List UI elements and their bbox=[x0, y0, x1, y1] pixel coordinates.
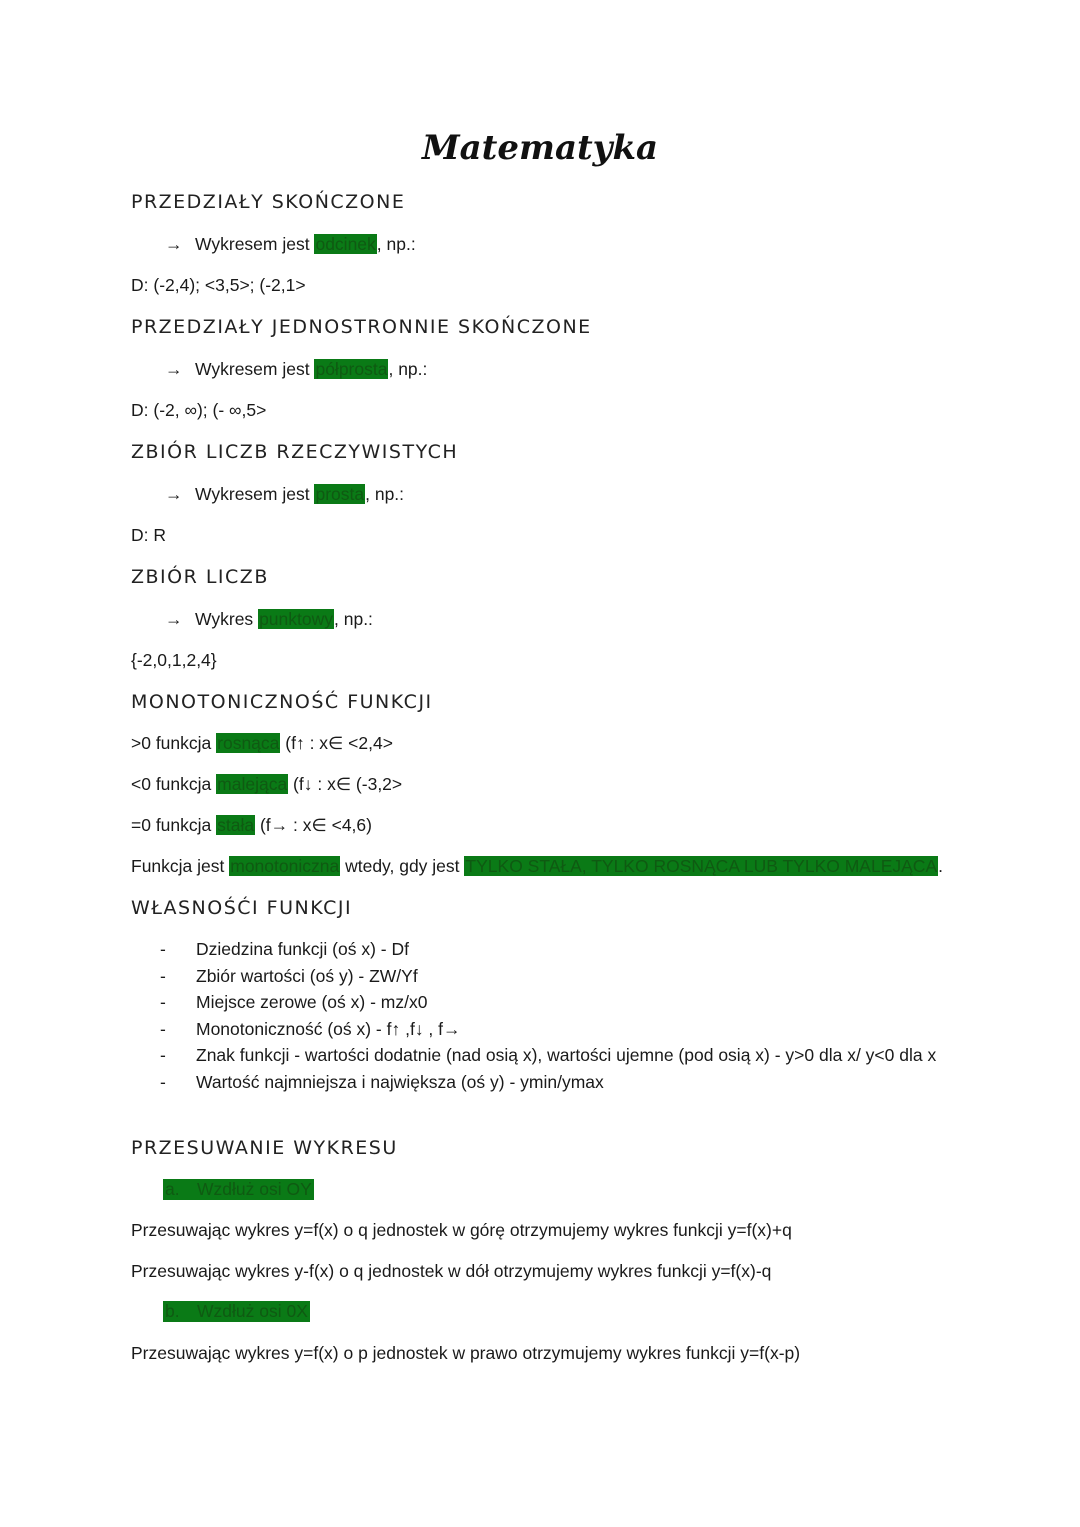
line-prefix: Wykres bbox=[195, 609, 254, 629]
highlight-monotoniczna: monotoniczna bbox=[230, 856, 340, 876]
list-item-text: Dziedzina funkcji (oś x) - Df bbox=[196, 939, 409, 959]
subheading-oy bbox=[163, 1179, 314, 1200]
heading-wlasnosci-funkcji: WŁASNOŚĆI FUNKCJI bbox=[131, 897, 353, 919]
list-item-text: Monotoniczność (oś x) - f↑ ,f↓ , f→ bbox=[196, 1018, 461, 1039]
list-item-text: Miejsce zerowe (oś x) - mz/x0 bbox=[196, 992, 428, 1012]
shift-right-line: Przesuwając wykres y=f(x) o p jednostek w prawo otrzymujemy wykres funkcji y=f(x-p) bbox=[131, 1343, 801, 1363]
subheading-label: Wzdłuż osi 0X bbox=[197, 1301, 308, 1321]
example-set: {-2,0,1,2,4} bbox=[131, 650, 217, 670]
graph-line-prosta bbox=[165, 484, 404, 505]
monotonic-row-malejaca bbox=[131, 774, 402, 795]
highlight-odcinek: odcinek bbox=[315, 234, 376, 254]
arrow-right-icon: → bbox=[165, 234, 183, 254]
line-suffix: , np.: bbox=[334, 609, 373, 629]
page-title: Matematyka bbox=[421, 128, 659, 168]
example-domain-3: D: R bbox=[131, 525, 166, 545]
example-domain-2: D: (-2, ∞); (- ∞,5> bbox=[131, 400, 267, 420]
shift-up-line: Przesuwając wykres y=f(x) o q jednostek w górę otrzymujemy wykres funkcji y=f(x)+q bbox=[131, 1220, 792, 1240]
def-middle: wtedy, gdy jest bbox=[340, 856, 460, 876]
line-prefix: Wykresem jest bbox=[195, 484, 310, 504]
list-item: - Wartość najmniejsza i największa (oś y) - ymin/ymax bbox=[160, 1069, 940, 1096]
arrow-right-icon: → bbox=[165, 359, 183, 379]
row-prefix: =0 funkcja bbox=[131, 815, 212, 835]
line-prefix: Wykresem jest bbox=[195, 234, 310, 254]
row-suffix: (f→ : x∈ <4,6) bbox=[255, 815, 372, 835]
arrow-right-icon: → bbox=[165, 484, 183, 504]
highlight-malejaca: malejąca bbox=[217, 774, 288, 794]
list-item: - Dziedzina funkcji (oś x) - Df bbox=[160, 936, 940, 963]
heading-zbior-liczb: ZBIÓR LICZB bbox=[131, 566, 269, 588]
heading-zbior-liczb-rzeczywistych: ZBIÓR LICZB RZECZYWISTYCH bbox=[131, 441, 459, 463]
highlight-polprosta: półprosta bbox=[315, 359, 388, 379]
def-suffix: . bbox=[938, 856, 943, 876]
arrow-right-icon: → bbox=[165, 609, 183, 629]
heading-przedzialy-jednostronnie: PRZEDZIAŁY JEDNOSTRONNIE SKOŃCZONE bbox=[131, 316, 592, 338]
highlight-stala: stała bbox=[217, 815, 255, 835]
row-prefix: <0 funkcja bbox=[131, 774, 212, 794]
row-prefix: >0 funkcja bbox=[131, 733, 212, 753]
line-prefix: Wykresem jest bbox=[195, 359, 310, 379]
def-prefix: Funkcja jest bbox=[131, 856, 225, 876]
list-item: - Miejsce zerowe (oś x) - mz/x0 bbox=[160, 989, 940, 1016]
shift-down-line: Przesuwając wykres y-f(x) o q jednostek w dół otrzymujemy wykres funkcji y=f(x)-q bbox=[131, 1261, 772, 1281]
heading-przedzialy-skonczone: PRZEDZIAŁY SKOŃCZONE bbox=[131, 191, 406, 213]
line-suffix: , np.: bbox=[376, 234, 416, 254]
graph-line-odcinek bbox=[165, 234, 416, 255]
subheading-ox bbox=[163, 1301, 310, 1322]
subheading-letter: b. bbox=[165, 1301, 180, 1321]
graph-line-punktowy bbox=[165, 609, 373, 630]
highlight-rosnaca: rosnąca bbox=[217, 733, 280, 753]
line-suffix: , np.: bbox=[388, 359, 428, 379]
subheading-label: Wzdłuż osi OY bbox=[197, 1179, 312, 1199]
heading-monotonicznosc: MONOTONICZNOŚĆ FUNKCJI bbox=[131, 691, 433, 713]
graph-line-polprosta bbox=[165, 359, 427, 380]
example-domain-1: D: (-2,4); <3,5>; (-2,1> bbox=[131, 275, 306, 295]
highlight-punktowy: punktowy bbox=[259, 609, 333, 629]
highlight-tylko: TYLKO STAŁA, TYLKO ROSNĄCA LUB TYLKO MALEJĄCA bbox=[465, 856, 938, 876]
row-suffix: (f↓ : x∈ (-3,2> bbox=[288, 774, 403, 794]
monotonic-row-stala bbox=[131, 815, 372, 836]
list-item-text: Wartość najmniejsza i największa (oś y) - ymin/ymax bbox=[196, 1071, 604, 1092]
monotonic-definition bbox=[131, 856, 943, 877]
list-item: - Znak funkcji - wartości dodatnie (nad osią x), wartości ujemne (pod osią x) - y>0 dla x/ y<0 dla x bbox=[160, 1042, 940, 1069]
properties-list bbox=[160, 936, 940, 1095]
subheading-letter: a. bbox=[165, 1179, 180, 1199]
monotonic-row-rosnaca bbox=[131, 733, 393, 754]
line-suffix: , np.: bbox=[365, 484, 405, 504]
list-item: - Zbiór wartości (oś y) - ZW/Yf bbox=[160, 963, 940, 990]
heading-przesuwanie-wykresu: PRZESUWANIE WYKRESU bbox=[131, 1137, 398, 1159]
highlight-prosta: prosta bbox=[315, 484, 365, 504]
list-item-text: Znak funkcji - wartości dodatnie (nad osią x), wartości ujemne (pod osią x) - y>0 dla x/ y<0 dla x bbox=[196, 1045, 937, 1065]
row-suffix: (f↑ : x∈ <2,4> bbox=[280, 733, 393, 753]
list-item: - Monotoniczność (oś x) - f↑ ,f↓ , f→ bbox=[160, 1016, 940, 1043]
list-item-text: Zbiór wartości (oś y) - ZW/Yf bbox=[196, 965, 418, 986]
